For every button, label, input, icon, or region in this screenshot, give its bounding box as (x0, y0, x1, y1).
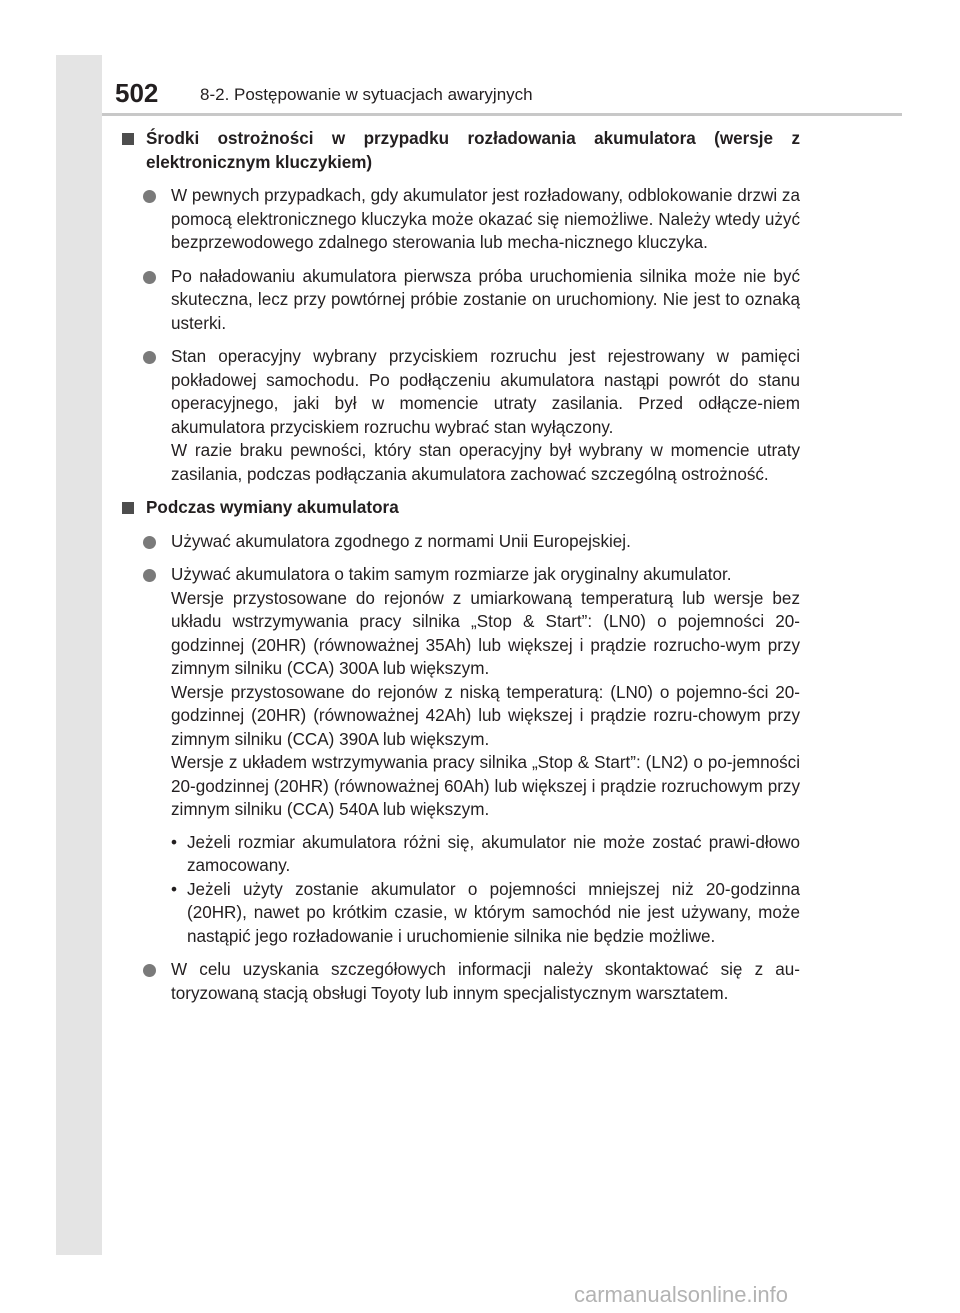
small-bullet-icon: • (171, 879, 177, 899)
bullet-item (122, 563, 800, 822)
round-bullet-icon (143, 569, 156, 582)
round-bullet-icon (143, 964, 156, 977)
bullet-item (122, 345, 800, 486)
bullet-text: Używać akumulatora zgodnego z normami Unii Europejskiej. (171, 531, 631, 551)
round-bullet-icon (143, 271, 156, 284)
bullet-text: Po naładowaniu akumulatora pierwsza próba uruchomienia silnika może nie być skuteczna, lecz przy powtórnej próbie zostanie on uruchomiony. Nie jest to oznaką usterki. (171, 266, 800, 333)
watermark: carmanualsonline.info (574, 1282, 789, 1307)
square-bullet-icon (122, 133, 134, 145)
bullet-item (122, 958, 800, 1005)
section-heading (122, 496, 800, 520)
bullet-item (122, 530, 800, 554)
round-bullet-icon (143, 536, 156, 549)
page-number: 502 (115, 78, 159, 108)
bullet-item (122, 184, 800, 255)
sub-list (122, 831, 800, 949)
header-divider (102, 113, 902, 116)
bullet-text: Stan operacyjny wybrany przyciskiem rozruchu jest rejestrowany w pamięci pokładowej samochodu. Po podłączeniu akumulatora nastąpi powrót do stanu operacyjnego, jaki był w momencie utraty zasilania. Przed odłącze-niem akumulatora przyciskiem rozruchu wybrać stan wyłączony. (171, 347, 800, 437)
bullet-text: W razie braku pewności, który stan operacyjny był wybrany w momencie utraty zasilania, podczas podłączania akumulatora zachować szczególną ostrożność. (171, 441, 800, 484)
bullet-text: Wersje z układem wstrzymywania pracy silnika „Stop & Start”: (LN2) o po-jemności 20-godzinnej (20HR) (równoważnej 60Ah) lub większej i prądzie rozruchowym przy zimnym silniku (CCA) 540A lub większym. (171, 753, 800, 819)
bullet-text: Wersje przystosowane do rejonów z umiarkowaną temperaturą lub wersje bez układu wstrzymywania pracy silnika „Stop & Start”: (LN0) o pojemności 20-godzinnej (20HR) (równoważnej 35Ah) lub większej i prądzie rozrucho-wym przy zimnym silniku (CCA) 300A lub większym. (171, 588, 800, 678)
chapter-title: 8-2. Postępowanie w sytuacjach awaryjnych (200, 85, 533, 104)
page-header (102, 55, 902, 113)
small-bullet-icon: • (171, 832, 177, 852)
section-heading-text: Podczas wymiany akumulatora (146, 498, 399, 517)
left-margin-band (56, 55, 102, 1255)
sub-item-text: Jeżeli rozmiar akumulatora różni się, akumulator nie może zostać prawi-dłowo zamocowany. (187, 832, 800, 875)
sub-item-text: Jeżeli użyty zostanie akumulator o pojemności mniejszej niż 20-godzinna (20HR), nawet po krótkim czasie, w którym samochód nie jest używany, może nastąpić jego rozładowanie i uruchomienie silnika nie będzie możliwe. (187, 879, 800, 946)
page-content (122, 127, 800, 1015)
section-heading (122, 127, 800, 174)
bullet-text: W celu uzyskania szczegółowych informacji należy skontaktować się z au-toryzowaną stacją obsługi Toyoty lub innym specjalistycznym warsztatem. (171, 960, 800, 1003)
sub-list-item (122, 831, 800, 878)
bullet-item (122, 265, 800, 336)
section-heading-text: Środki ostrożności w przypadku rozładowania akumulatora (wersje z elektronicznym kluczykiem) (146, 129, 800, 172)
bullet-text: Wersje przystosowane do rejonów z niską temperaturą: (LN0) o pojemno-ści 20-godzinnej (20HR) (równoważnej 42Ah) lub większej i prądzie rozru-chowym przy zimnym silniku (CCA) 390A lub większym. (171, 682, 800, 749)
round-bullet-icon (143, 190, 156, 203)
round-bullet-icon (143, 351, 156, 364)
sub-list-item (122, 878, 800, 949)
bullet-text: W pewnych przypadkach, gdy akumulator jest rozładowany, odblokowanie drzwi za pomocą elektronicznego kluczyka może okazać się niemożliwe. Należy wtedy użyć bezprzewodowego zdalnego sterowania lub mecha-nicznego kluczyka. (171, 186, 800, 252)
square-bullet-icon (122, 502, 134, 514)
bullet-text: Używać akumulatora o takim samym rozmiarze jak oryginalny akumulator. (171, 565, 732, 584)
